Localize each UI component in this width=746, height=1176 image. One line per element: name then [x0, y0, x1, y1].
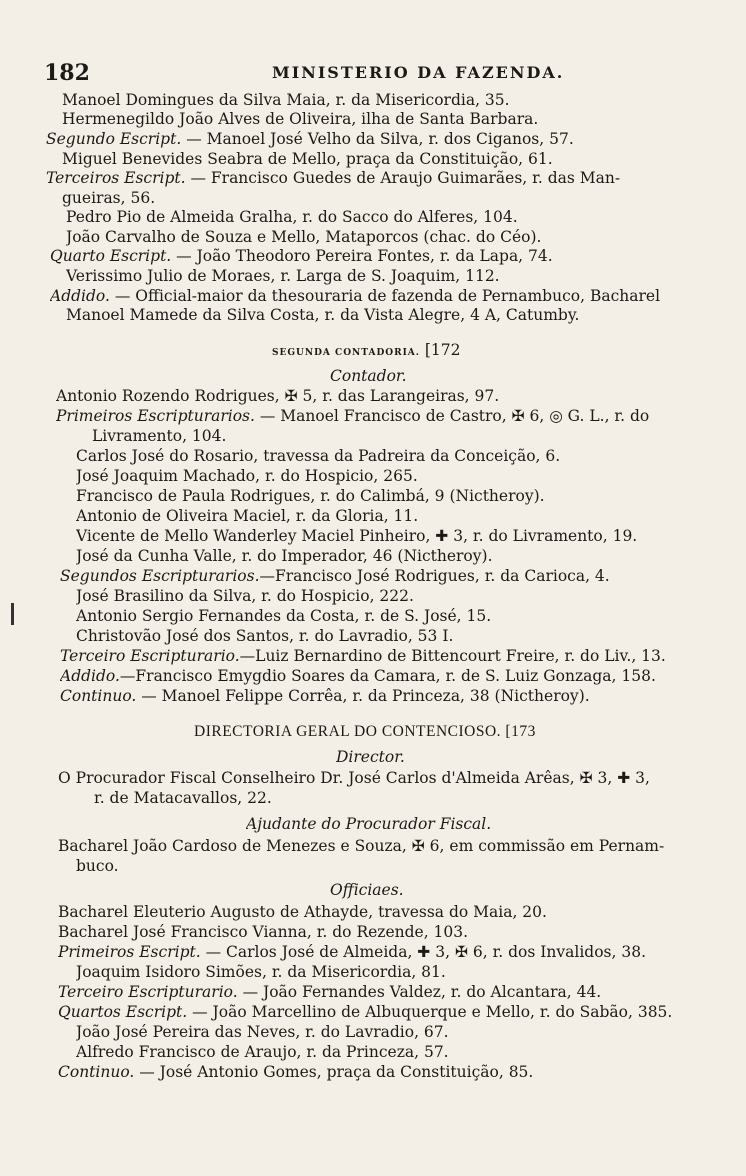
text-line: Terceiros Escript. — Francisco Guedes de Araujo Guimarães, r. das Man- — [46, 169, 621, 187]
text-line: Antonio Sergio Fernandes da Costa, r. de S. José, 15. — [76, 607, 492, 625]
text-line: Continuo. — Manoel Felippe Corrêa, r. da Princeza, 38 (Nictheroy). — [60, 687, 590, 705]
text-line: Antonio Rozendo Rodrigues, ✠ 5, r. das Larangeiras, 97. — [56, 387, 500, 405]
section-heading: DIRECTORIA GERAL DO CONTENCIOSO. [173 — [194, 723, 536, 740]
text-line: Quarto Escript. — João Theodoro Pereira Fontes, r. da Lapa, 74. — [50, 247, 553, 265]
text-line: Verissimo Julio de Moraes, r. Larga de S. Joaquim, 112. — [66, 267, 500, 285]
text-line: Francisco de Paula Rodrigues, r. do Calimbá, 9 (Nictheroy). — [76, 487, 545, 505]
text-line: João Carvalho de Souza e Mello, Mataporcos (chac. do Céo). — [66, 228, 542, 246]
text-line: Terceiro Escripturario.—Luiz Bernardino de Bittencourt Freire, r. do Liv., 13. — [60, 647, 666, 665]
text-line: Bacharel João Cardoso de Menezes e Souza, ✠ 6, em commissão em Pernam- — [58, 837, 665, 855]
text-line: João José Pereira das Neves, r. do Lavradio, 67. — [76, 1023, 449, 1041]
running-title: MINISTERIO DA FAZENDA. — [272, 63, 565, 82]
text-line: Joaquim Isidoro Simões, r. da Misericordia, 81. — [76, 963, 446, 981]
text-line: Addido. — Official-maior da thesouraria de fazenda de Pernambuco, Bacharel — [50, 287, 661, 305]
subheading: Contador. — [330, 367, 407, 385]
text-line: Livramento, 104. — [92, 427, 227, 445]
text-line: Antonio de Oliveira Maciel, r. da Gloria, 11. — [76, 507, 419, 525]
text-line: Manoel Domingues da Silva Maia, r. da Misericordia, 35. — [62, 91, 510, 109]
margin-mark — [11, 603, 14, 625]
text-line: buco. — [76, 857, 119, 875]
text-line: Primeiros Escript. — Carlos José de Almeida, ✚ 3, ✠ 6, r. dos Invalidos, 38. — [58, 943, 646, 961]
text-line: gueiras, 56. — [62, 189, 156, 207]
text-line: Hermenegildo João Alves de Oliveira, ilha de Santa Barbara. — [62, 110, 539, 128]
text-line: José Joaquim Machado, r. do Hospicio, 265. — [76, 467, 418, 485]
text-line: José da Cunha Valle, r. do Imperador, 46 (Nictheroy). — [76, 547, 493, 565]
text-line: Pedro Pio de Almeida Gralha, r. do Sacco do Alferes, 104. — [66, 208, 518, 226]
subheading: Ajudante do Procurador Fiscal. — [246, 815, 492, 833]
page-header — [44, 60, 684, 86]
page-number: 182 — [44, 60, 90, 86]
text-line: Carlos José do Rosario, travessa da Padreira da Conceição, 6. — [76, 447, 561, 465]
text-line: Continuo. — José Antonio Gomes, praça da Constituição, 85. — [58, 1063, 534, 1081]
text-line: Manoel Mamede da Silva Costa, r. da Vista Alegre, 4 A, Catumby. — [66, 306, 580, 324]
text-line: José Brasilino da Silva, r. do Hospicio, 222. — [76, 587, 414, 605]
text-line: Primeiros Escripturarios. — Manoel Francisco de Castro, ✠ 6, ◎ G. L., r. do — [56, 407, 650, 425]
text-line: Christovão José dos Santos, r. do Lavradio, 53 I. — [76, 627, 454, 645]
text-line: r. de Matacavallos, 22. — [94, 789, 272, 807]
subheading: Director. — [336, 748, 405, 766]
text-line: Alfredo Francisco de Araujo, r. da Princeza, 57. — [76, 1043, 449, 1061]
section-heading: SEGUNDA CONTADORIA. [172 — [272, 341, 461, 359]
text-line: Vicente de Mello Wanderley Maciel Pinheiro, ✚ 3, r. do Livramento, 19. — [76, 527, 638, 545]
text-line: O Procurador Fiscal Conselheiro Dr. José Carlos d'Almeida Arêas, ✠ 3, ✚ 3, — [58, 769, 650, 787]
text-line: Segundo Escript. — Manoel José Velho da Silva, r. dos Ciganos, 57. — [46, 130, 574, 148]
text-line: Addido.—Francisco Emygdio Soares da Camara, r. de S. Luiz Gonzaga, 158. — [60, 667, 656, 685]
text-line: Bacharel José Francisco Vianna, r. do Rezende, 103. — [58, 923, 469, 941]
text-line: Terceiro Escripturario. — João Fernandes Valdez, r. do Alcantara, 44. — [58, 983, 602, 1001]
text-line: Bacharel Eleuterio Augusto de Athayde, travessa do Maia, 20. — [58, 903, 547, 921]
text-line: Quartos Escript. — João Marcellino de Albuquerque e Mello, r. do Sabão, 385. — [58, 1003, 673, 1021]
text-line: Segundos Escripturarios.—Francisco José Rodrigues, r. da Carioca, 4. — [60, 567, 610, 585]
subheading: Officiaes. — [330, 881, 404, 899]
text-line: Miguel Benevides Seabra de Mello, praça da Constituição, 61. — [62, 150, 553, 168]
